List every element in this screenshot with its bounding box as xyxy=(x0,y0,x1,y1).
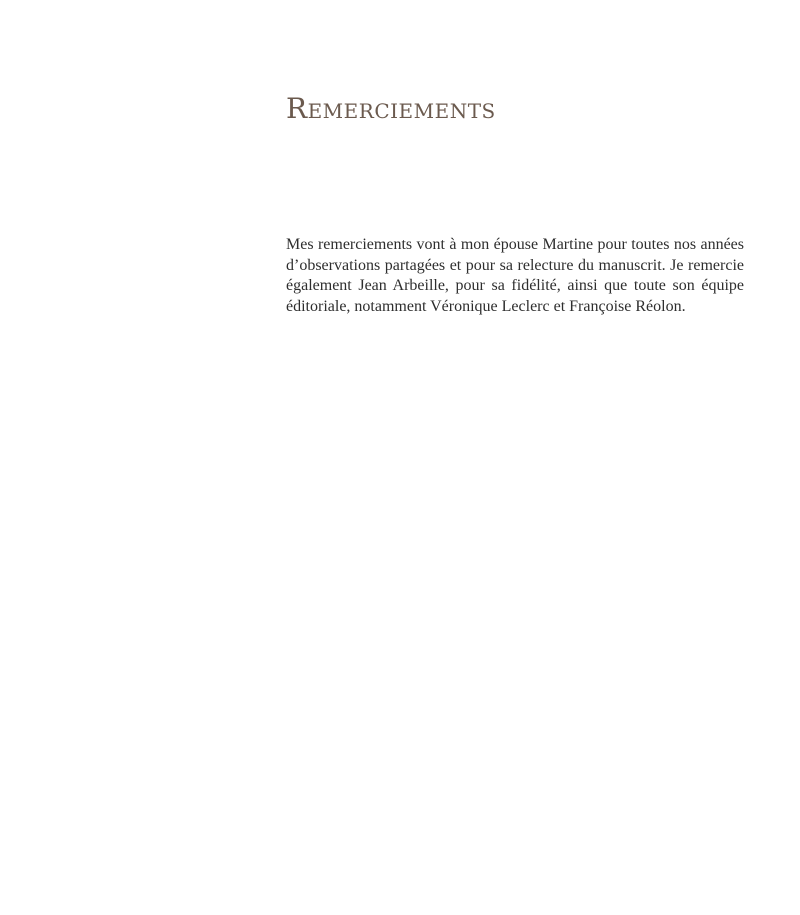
acknowledgements-paragraph: Mes remerciements vont à mon épouse Martine pour toutes nos années d’observations partagées et pour sa relecture du manuscrit. Je remercie également Jean Arbeille, pour sa fidélité, ainsi que toute son équipe éditoriale, notamment Véronique Leclerc et Françoise Réolon. xyxy=(286,236,744,315)
page-title: Remerciements xyxy=(286,92,496,125)
